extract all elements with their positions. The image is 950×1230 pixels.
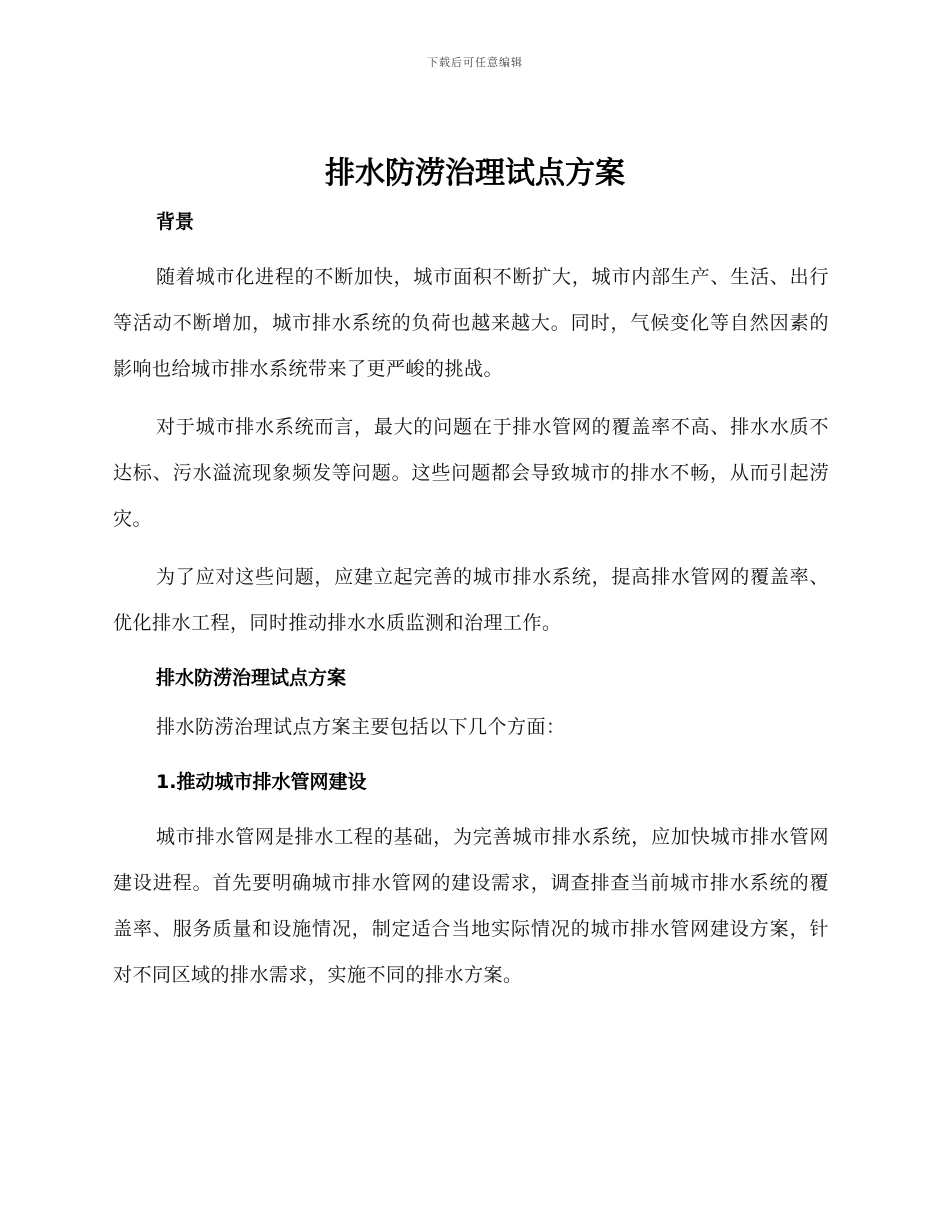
paragraph-background-1: 随着城市化进程的不断加快，城市面积不断扩大，城市内部生产、生活、出行等活动不断增加，城市排水系统的负荷也越来越大。同时，气候变化等自然因素的影响也给城市排水系统带来了更严峻的挑战。 <box>113 266 829 380</box>
paragraph-background-2: 对于城市排水系统而言，最大的问题在于排水管网的覆盖率不高、排水水质不达标、污水溢流现象频发等问题。这些问题都会导致城市的排水不畅，从而引起涝灾。 <box>113 416 829 530</box>
section-heading-background: 背景 <box>156 211 195 233</box>
paragraph-item-1: 城市排水管网是排水工程的基础，为完善城市排水系统，应加快城市排水管网建设进程。首先要明确城市排水管网的建设需求，调查排查当前城市排水系统的覆盖率、服务质量和设施情况，制定适合当地实际情况的城市排水管网建设方案，针对不同区域的排水需求，实施不同的排水方案。 <box>113 826 829 986</box>
document-body <box>113 202 829 998</box>
section-heading-plan: 排水防涝治理试点方案 <box>156 667 347 689</box>
paragraph-plan-intro: 排水防涝治理试点方案主要包括以下几个方面： <box>156 716 566 738</box>
document-title: 排水防涝治理试点方案 <box>325 156 625 191</box>
paragraph-background-3: 为了应对这些问题，应建立起完善的城市排水系统，提高排水管网的覆盖率、优化排水工程，同时推动排水水质监测和治理工作。 <box>113 566 829 634</box>
section-heading-item-1: 1.推动城市排水管网建设 <box>156 771 367 793</box>
header-note: 下载后可任意编辑 <box>427 56 523 69</box>
